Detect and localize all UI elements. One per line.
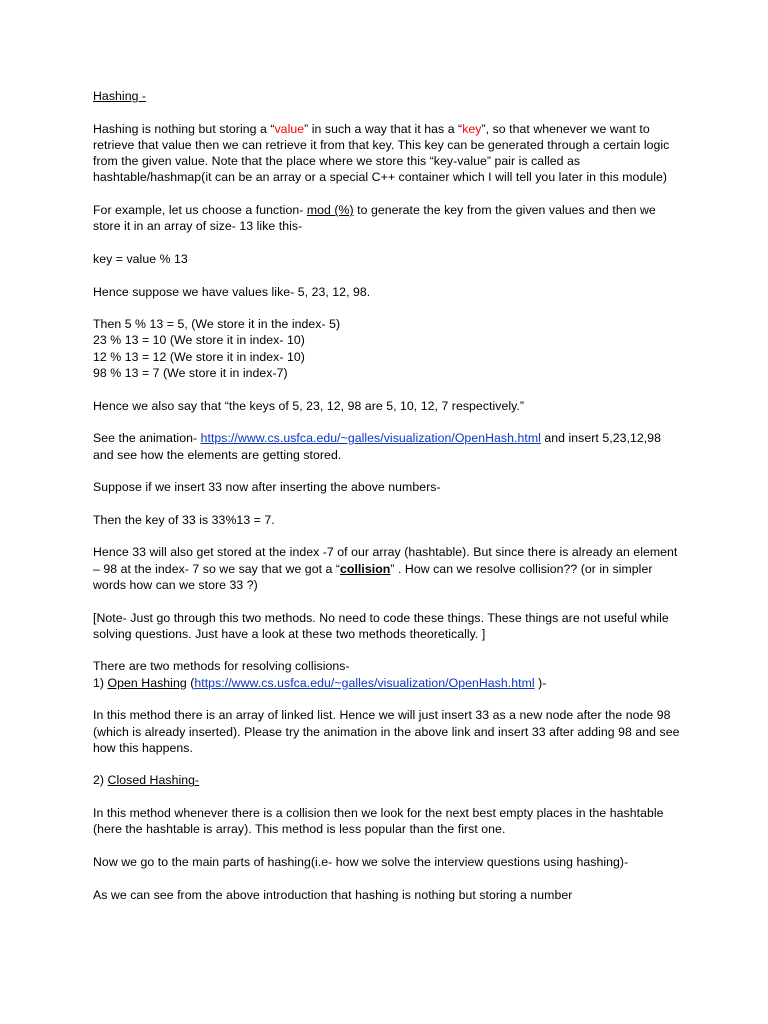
note-paragraph: [Note- Just go through this two methods. No need to code these things. These things are not useful while solving questions. Just have a look at these two methods theoretically. ] bbox=[93, 610, 669, 641]
key-highlight: key bbox=[462, 121, 482, 136]
animation-text-1: See the animation- bbox=[93, 431, 201, 446]
formula-line: key = value % 13 bbox=[93, 251, 188, 266]
animation-paragraph bbox=[93, 430, 683, 463]
open-hashing-description: In this method there is an array of linked list. Hence we will just insert 33 as a new node after the node 98 (which is already inserted). Please try the animation in the above link and insert 33 after adding 98 and see how this happens. bbox=[93, 708, 680, 755]
collision-paragraph bbox=[93, 544, 683, 593]
open-hashing-heading: Open Hashing bbox=[107, 675, 187, 690]
keys-line: Hence we also say that “the keys of 5, 23, 12, 98 are 5, 10, 12, 7 respectively.” bbox=[93, 398, 525, 413]
last-line: As we can see from the above introduction that hashing is nothing but storing a number bbox=[93, 887, 573, 902]
document-body bbox=[93, 88, 683, 903]
intro-text-2: ” in such a way that it has a “ bbox=[304, 121, 463, 136]
open-hashing-paren-close: )- bbox=[534, 675, 547, 690]
page-title: Hashing - bbox=[93, 89, 147, 103]
suppose-line: Suppose if we insert 33 now after inserting the above numbers- bbox=[93, 480, 441, 495]
main-parts-line: Now we go to the main parts of hashing(i.e- how we solve the interview questions using hashing)- bbox=[93, 854, 629, 869]
calculation-line: 98 % 13 = 7 (We store it in index-7) bbox=[93, 366, 288, 381]
calculation-line: 12 % 13 = 12 (We store it in index- 10) bbox=[93, 349, 305, 364]
example-paragraph bbox=[93, 202, 683, 235]
animation-link[interactable]: https://www.cs.usfca.edu/~galles/visualization/OpenHash.html bbox=[200, 431, 541, 446]
closed-hashing-heading-line bbox=[93, 772, 683, 788]
open-hashing-paren-open: ( bbox=[186, 675, 195, 690]
values-line: Hence suppose we have values like- 5, 23, 12, 98. bbox=[93, 284, 371, 299]
calculation-line: 23 % 13 = 10 (We store it in index- 10) bbox=[93, 333, 305, 348]
collision-term: collision bbox=[340, 561, 391, 576]
methods-block bbox=[93, 658, 683, 691]
open-hashing-number: 1) bbox=[93, 675, 108, 690]
key33-line: Then the key of 33 is 33%13 = 7. bbox=[93, 512, 275, 527]
value-highlight: value bbox=[274, 121, 305, 136]
collision-text-2: ” . How can we resolve collision?? (or in simpler words how can we store 33 ?) bbox=[93, 561, 653, 592]
example-text-2: to generate the key from the given values and then we store it in an array of size- 13 like this- bbox=[93, 203, 656, 234]
methods-intro: There are two methods for resolving collisions- bbox=[93, 659, 350, 674]
calculations-block bbox=[93, 316, 683, 381]
animation-text-2: and insert 5,23,12,98 and see how the elements are getting stored. bbox=[93, 431, 661, 462]
open-hashing-link[interactable]: https://www.cs.usfca.edu/~galles/visualization/OpenHash.html bbox=[194, 675, 535, 690]
example-text-1: For example, let us choose a function- bbox=[93, 203, 307, 218]
calculation-line: Then 5 % 13 = 5, (We store it in the index- 5) bbox=[93, 317, 341, 332]
intro-text-1: Hashing is nothing but storing a “ bbox=[93, 121, 275, 136]
intro-paragraph bbox=[93, 121, 683, 186]
closed-hashing-description: In this method whenever there is a collision then we look for the next best empty places in the hashtable (here the hashtable is array). This method is less popular than the first one. bbox=[93, 806, 664, 837]
mod-term: mod (%) bbox=[306, 203, 354, 218]
closed-hashing-number: 2) bbox=[93, 773, 108, 788]
collision-text-1: Hence 33 will also get stored at the index -7 of our array (hashtable). But since there is already an element – 98 at the index- 7 so we say that we got a “ bbox=[93, 545, 678, 576]
intro-text-3: ”, so that whenever we want to retrieve that value then we can retrieve it from that key. This key can be generated through a certain logic from the given value. Note that the place where we store this “key-value” pair is called as hashtable/hashmap(it can be an array or a special C++ container which I will tell you later in this module) bbox=[93, 121, 670, 185]
closed-hashing-heading: Closed Hashing- bbox=[107, 773, 200, 788]
